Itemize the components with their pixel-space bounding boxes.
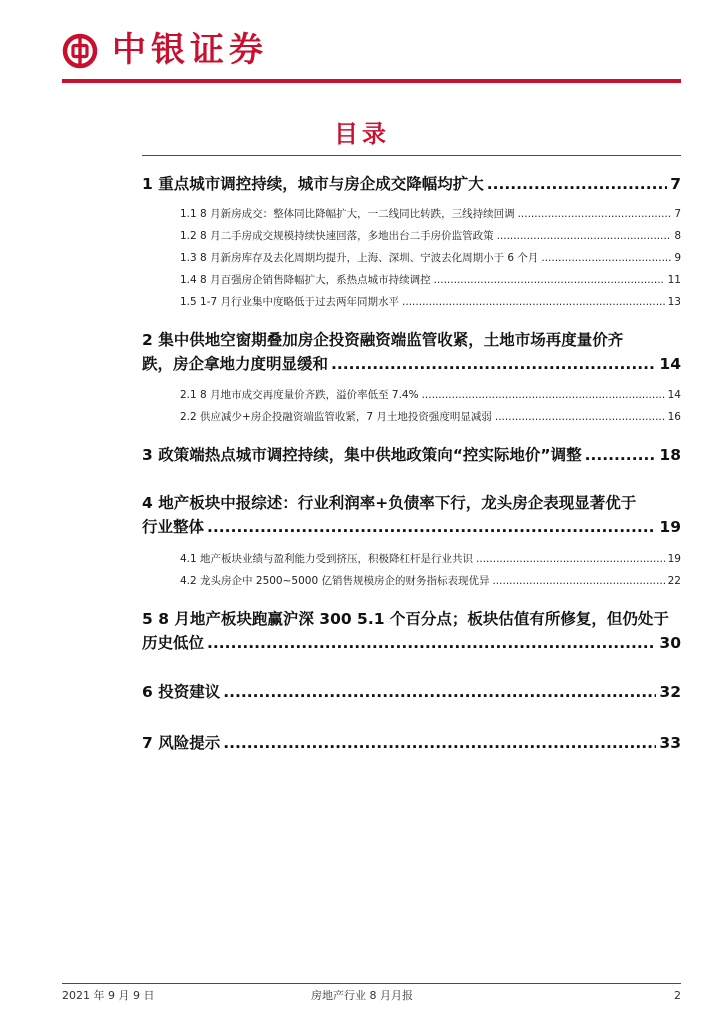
toc-entry-1-5[interactable]: 1.5 1-7 月行业集中度略低于过去两年同期水平 ..... 13 <box>180 294 681 310</box>
footer-date: 2021 年 9 月 9 日 <box>62 989 155 1002</box>
header-divider <box>62 79 681 83</box>
toc-title-divider <box>142 155 681 156</box>
toc-entry-3[interactable]: 3 政策端热点城市调控持续，集中供地政策向“控实际地价”调整 ..... 18 <box>142 443 681 467</box>
toc-entry-4[interactable]: 行业整体 ..... 19 <box>142 515 681 539</box>
page-number: 32 <box>659 683 681 701</box>
toc-entry-1[interactable]: 1 重点城市调控持续，城市与房企成交降幅均扩大 ..... 7 <box>142 172 681 196</box>
brand-name: 中银证券 <box>112 30 268 70</box>
toc-title: 目录 <box>334 119 390 148</box>
page-header <box>0 0 724 86</box>
page-number: 14 <box>659 355 681 373</box>
page-number: 30 <box>659 634 681 652</box>
toc-entry-1-3[interactable]: 1.3 8 月新房库存及去化周期均提升，上海、深圳、宁波去化周期小于 6 个月 ..... 9 <box>180 250 681 266</box>
toc-entry-4-line1[interactable]: 4 地产板块中报综述：行业利润率+负债率下行，龙头房企表现显著优于 <box>142 494 637 512</box>
toc-entry-2-2[interactable]: 2.2 供应减少+房企投融资端监管收紧，7 月土地投资强度明显减弱 ..... 16 <box>180 409 681 425</box>
footer-divider <box>62 983 681 984</box>
toc-entry-1-4[interactable]: 1.4 8 月百强房企销售降幅扩大，系热点城市持续调控 ..... 11 <box>180 272 681 288</box>
footer-page-number: 2 <box>674 989 681 1002</box>
page-number: 19 <box>659 518 681 536</box>
page-number: 33 <box>659 734 681 752</box>
toc-entry-2[interactable]: 跌，房企拿地力度明显缓和 ..... 14 <box>142 352 681 376</box>
toc-entry-2-1[interactable]: 2.1 8 月地市成交再度量价齐跌，溢价率低至 7.4% ..... 14 <box>180 387 681 403</box>
toc-entry-7[interactable]: 7 风险提示 ..... 33 <box>142 731 681 755</box>
footer-report-title: 房地产行业 8 月月报 <box>311 989 413 1002</box>
page-number: 18 <box>659 446 681 464</box>
toc-entry-4-2[interactable]: 4.2 龙头房企中 2500~5000 亿销售规模房企的财务指标表现优异 ..... 22 <box>180 573 681 589</box>
toc-entry-5[interactable]: 历史低位 ..... 30 <box>142 631 681 655</box>
bank-of-china-logo-icon <box>62 33 98 69</box>
toc-entry-1-1[interactable]: 1.1 8 月新房成交：整体同比降幅扩大，一二线同比转跌，三线持续回调 ..... 7 <box>180 206 681 222</box>
toc-entry-1-2[interactable]: 1.2 8 月二手房成交规模持续快速回落，多地出台二手房价监管政策 ..... 8 <box>180 228 681 244</box>
toc-entry-2-line1[interactable]: 2 集中供地空窗期叠加房企投资融资端监管收紧，土地市场再度量价齐 <box>142 331 624 349</box>
toc-entry-6[interactable]: 6 投资建议 ..... 32 <box>142 680 681 704</box>
page-number: 7 <box>670 175 681 193</box>
toc-entry-4-1[interactable]: 4.1 地产板块业绩与盈利能力受到挤压，积极降杠杆是行业共识 ..... 19 <box>180 551 681 567</box>
toc-entry-5-line1[interactable]: 5 8 月地产板块跑赢沪深 300 5.1 个百分点；板块估值有所修复，但仍处于 <box>142 610 669 628</box>
